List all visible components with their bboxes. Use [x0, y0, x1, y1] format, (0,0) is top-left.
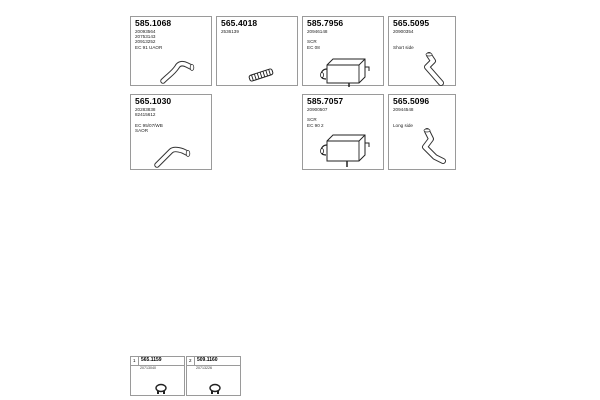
catalog-item-card[interactable]	[302, 16, 384, 86]
part-codes: 20283838 82415612 EC 95/07/WB SAOR	[135, 107, 163, 133]
muffler-drawing	[303, 95, 385, 171]
flex-hose-drawing	[217, 17, 299, 87]
part-codes: 20900507 SCR EC 90 2	[307, 107, 328, 128]
part-number: 585.1068	[135, 18, 172, 28]
muffler-drawing	[303, 17, 385, 87]
accessory-index: 1	[133, 358, 136, 363]
part-number: 585.7956	[307, 18, 344, 28]
bent-pipe-drawing	[131, 95, 213, 171]
accessory-code: 20713226	[196, 366, 212, 370]
part-codes: 20093564 20753143 20913252 EC 91 UAOR	[135, 29, 163, 50]
clamp-drawing	[187, 357, 242, 397]
catalog-item-card[interactable]	[130, 16, 212, 86]
accessory-code: 20713040	[140, 366, 156, 370]
accessory-number: 565.1159	[141, 357, 162, 363]
pipe-drawing	[389, 17, 457, 87]
part-codes: 2536139	[221, 29, 239, 34]
part-codes: 20900354 Short side	[393, 29, 414, 50]
part-codes: 20946148 SCR EC 08	[307, 29, 328, 50]
catalog-item-card[interactable]	[388, 94, 456, 170]
accessory-index: 2	[189, 358, 192, 363]
clamp-drawing	[131, 357, 186, 397]
accessory-number: 509.1160	[197, 357, 218, 363]
part-number: 585.7057	[307, 96, 344, 106]
part-codes: 20944548 Long side	[393, 107, 414, 128]
part-number: 565.5096	[393, 96, 430, 106]
catalog-item-card[interactable]	[302, 94, 384, 170]
part-number: 565.5095	[393, 18, 430, 28]
bent-pipe-drawing	[131, 17, 213, 87]
part-number: 565.4018	[221, 18, 258, 28]
pipe-drawing	[389, 95, 457, 171]
catalog-item-card[interactable]	[216, 16, 298, 86]
catalog-item-card[interactable]	[130, 94, 212, 170]
part-number: 565.1030	[135, 96, 172, 106]
accessory-card[interactable]	[186, 356, 241, 396]
catalog-item-card[interactable]	[388, 16, 456, 86]
accessory-card[interactable]	[130, 356, 185, 396]
